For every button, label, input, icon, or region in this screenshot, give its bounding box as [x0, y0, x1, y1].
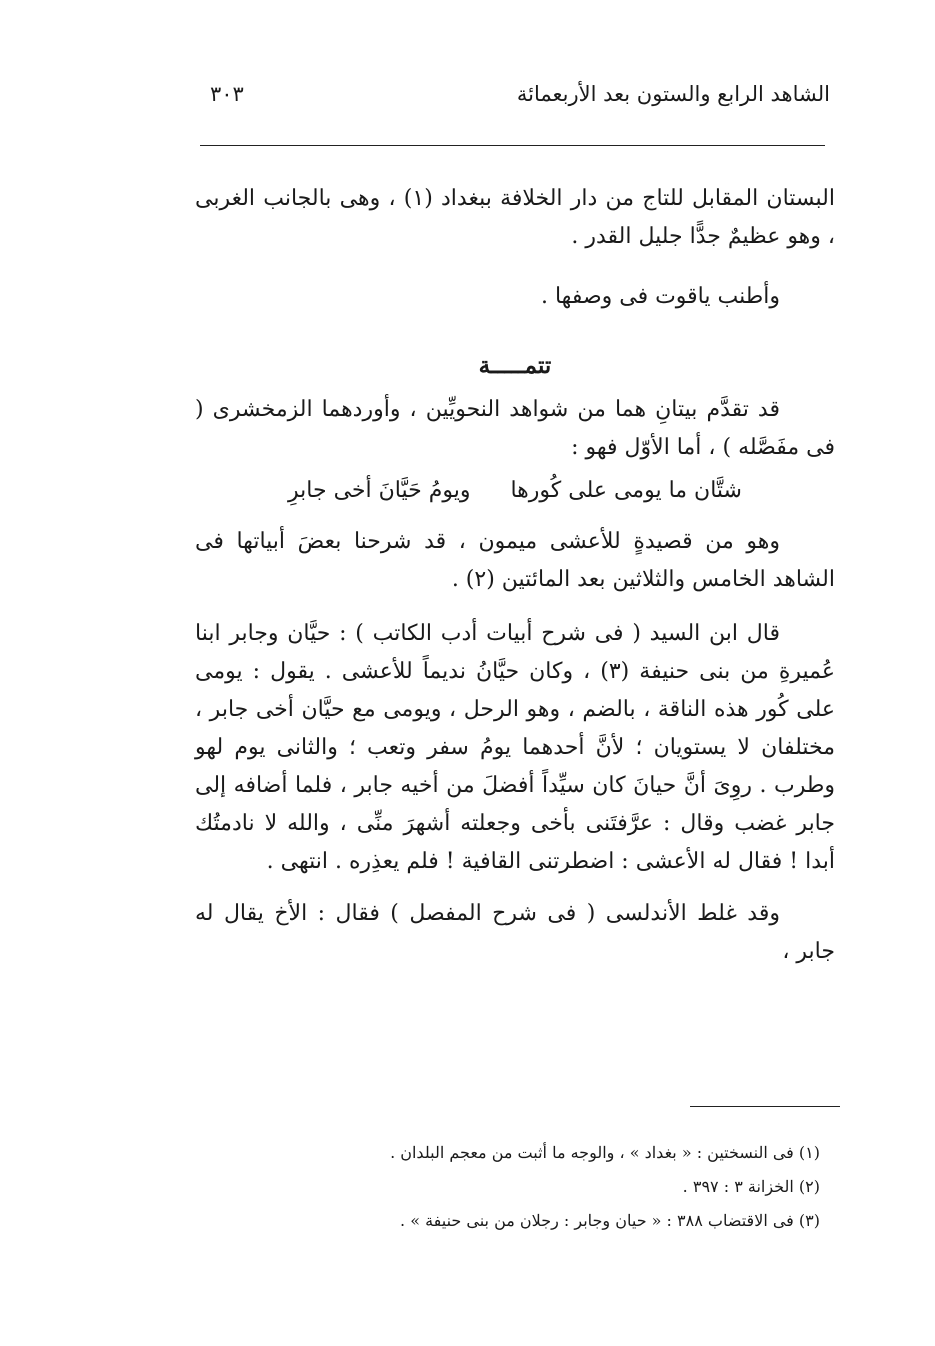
footnotes: [300, 1136, 820, 1238]
section-heading: تتمـــــة: [478, 352, 552, 379]
main-text: [195, 180, 835, 971]
footnote-1: (١) فى النسختين : « بغداد » ، والوجه ما أثبت من معجم البلدان .: [390, 1143, 820, 1162]
paragraph-4: وهو من قصيدةٍ للأعشى ميمون ، قد شرحنا بعضَ أبياتها فى الشاهد الخامس والثلاثين بعد المائتين (٢) .: [195, 529, 835, 592]
verse-second-hemistich: ويومُ حَيَّانَ أخى جابرِ: [288, 478, 471, 503]
paragraph-2: وأطنب ياقوت فى وصفها .: [540, 284, 780, 309]
paragraph-6: وقد غلط الأندلسى ( فى شرح المفصل ) فقال : الأخ يقال له جابر ،: [195, 901, 835, 964]
footnote-rule: [690, 1106, 840, 1107]
paragraph-1: البستان المقابل للتاج من دار الخلافة ببغداد (١) ، وهى بالجانب الغربى ، وهو عظيمٌ جدًّا جليل القدر .: [195, 186, 835, 249]
footnote-3: (٣) فى الاقتضاب ٣٨٨ : « حيان وجابر : رجلان من بنى حنيفة » .: [400, 1211, 820, 1230]
page-number: ٣٠٣: [210, 82, 244, 106]
verse-line: [195, 471, 835, 511]
paragraph-5: قال ابن السيد ( فى شرح أبيات أدب الكاتب ) : حيَّان وجابر ابنا عُميرةِ من بنى حنيفة (٣) ، وكان حيَّانُ نديماً للأعشى . يقول : يومى على كُور هذه الناقة ، بالضم ، وهو الرحل ، ويومى مع حيَّان أخى جابر ، مختلفان لا يستويان ؛ لأنَّ أحدهما يومُ سفر وتعب ؛ والثانى يوم لهو وطرب . روِىَ أنَّ حيانَ كان سيِّداً أفضلَ من أخيه جابر ، فلما أضافه إلى جابر غضب وقال : عرَّفتَنى بأخى وجعلته أشهرَ منِّى ، والله لا نادمتُك أبدا ! فقال له الأعشى : اضطرتنى القافية ! فلم يعذِره . انتهى .: [195, 621, 835, 874]
paragraph-3: قد تقدَّم بيتانِ هما من شواهد النحويِّين ، وأوردهما الزمخشرى ( فى مفَصَّله ) ، أما الأوّل فهو :: [195, 397, 835, 460]
page-header: [200, 82, 830, 122]
header-rule: [200, 145, 825, 146]
running-title: الشاهد الرابع والستون بعد الأربعمائة: [516, 82, 830, 106]
footnote-2: (٢) الخزانة ٣ : ٣٩٧ .: [682, 1177, 820, 1196]
verse-first-hemistich: شتَّان ما يومى على كُورها: [510, 478, 742, 503]
